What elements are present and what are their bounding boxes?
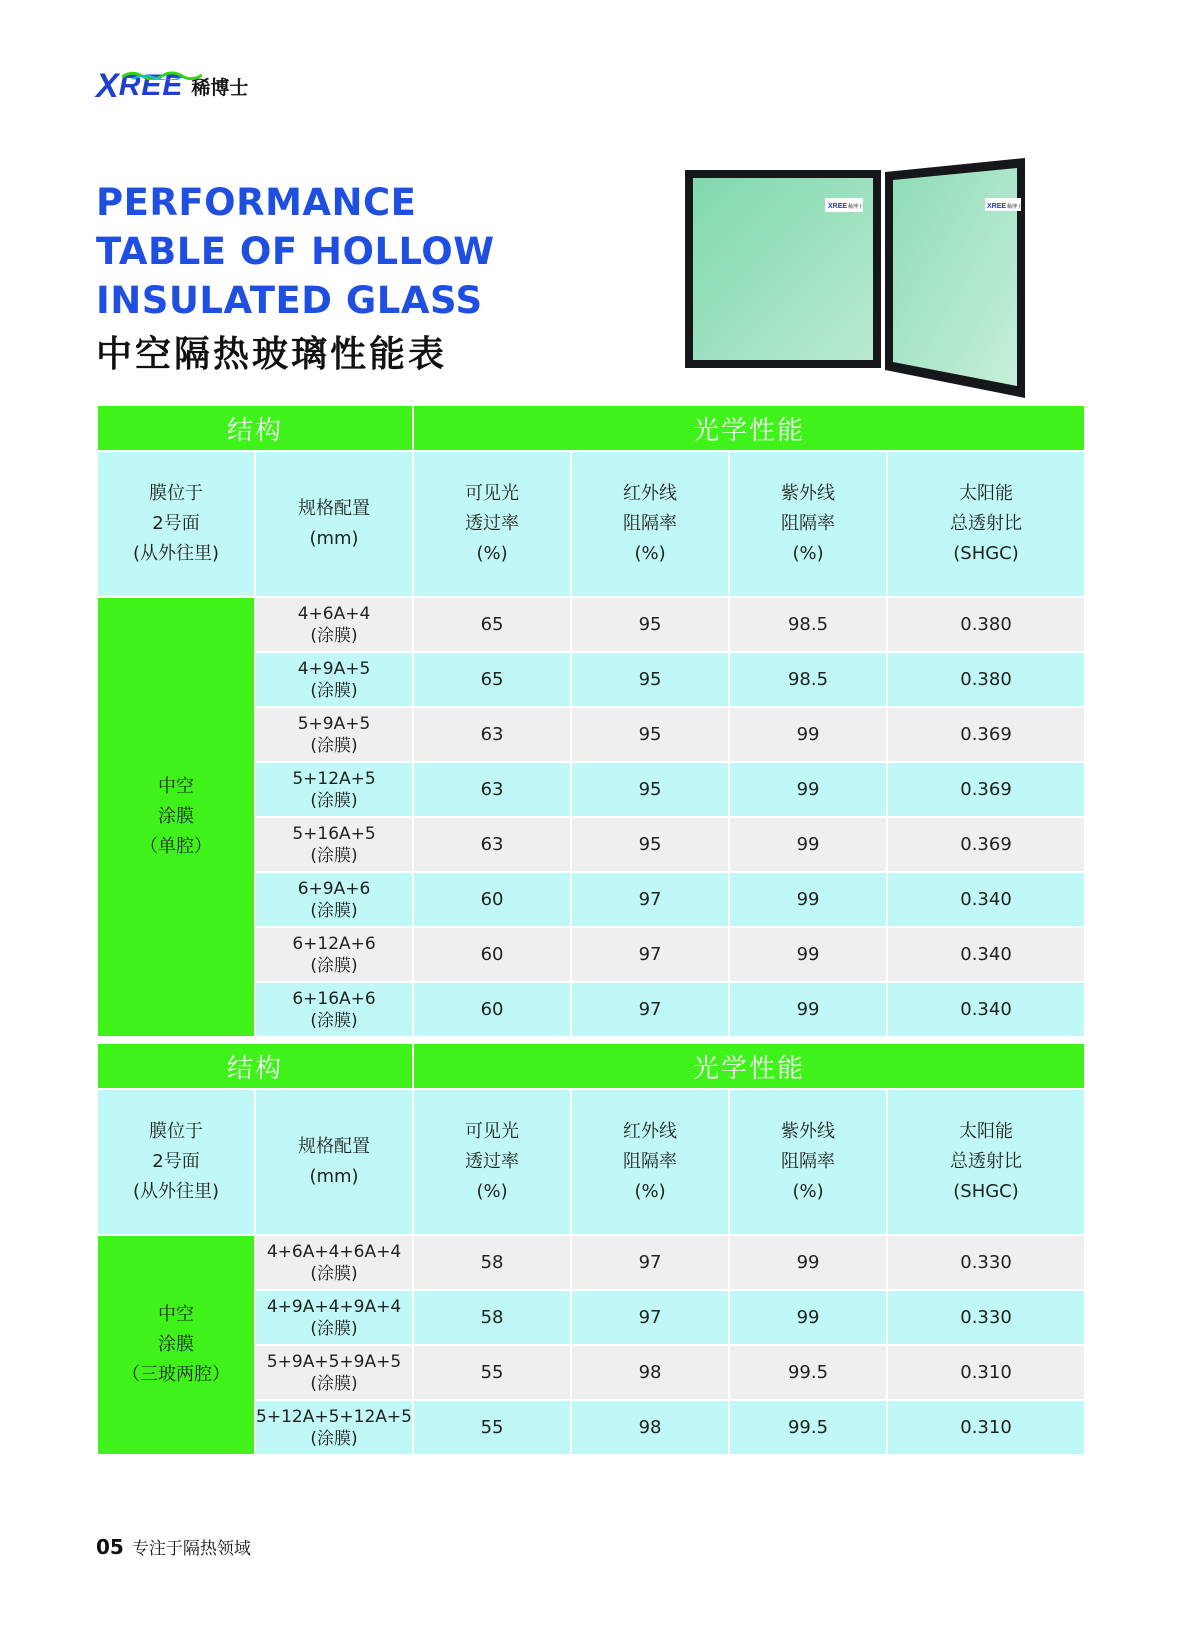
shgc-cell: 0.310 (887, 1345, 1085, 1400)
header-structure: 结构 (97, 405, 413, 451)
visible-transmittance-cell: 60 (413, 872, 571, 927)
ir-rejection-cell: 97 (571, 1235, 729, 1290)
col-header-shgc: 太阳能 总透射比 (SHGC) (887, 451, 1085, 597)
shgc-cell: 0.310 (887, 1400, 1085, 1455)
col-header-visible-transmittance: 可见光 透过率 (%) (413, 1089, 571, 1235)
page-number: 05 (96, 1535, 124, 1559)
uv-rejection-cell: 99.5 (729, 1345, 887, 1400)
ir-rejection-cell: 95 (571, 652, 729, 707)
shgc-cell: 0.380 (887, 597, 1085, 652)
visible-transmittance-cell: 65 (413, 597, 571, 652)
shgc-cell: 0.330 (887, 1235, 1085, 1290)
uv-rejection-cell: 99 (729, 1235, 887, 1290)
group-label: 中空 涂膜 （三玻两腔） (97, 1235, 255, 1455)
shgc-cell: 0.369 (887, 707, 1085, 762)
visible-transmittance-cell: 58 (413, 1235, 571, 1290)
visible-transmittance-cell: 63 (413, 707, 571, 762)
col-header-spec: 规格配置 (mm) (255, 1089, 413, 1235)
uv-rejection-cell: 99 (729, 1290, 887, 1345)
ir-rejection-cell: 95 (571, 707, 729, 762)
shgc-cell: 0.369 (887, 762, 1085, 817)
col-header-film-position: 膜位于 2号面 (从外往里) (97, 451, 255, 597)
visible-transmittance-cell: 60 (413, 927, 571, 982)
logo-brand-rest: REE (118, 69, 184, 102)
table-row (97, 597, 1085, 652)
visible-transmittance-cell: 63 (413, 817, 571, 872)
spec-cell: 5+12A+5 (涂膜) (255, 762, 413, 817)
uv-rejection-cell: 99 (729, 707, 887, 762)
ir-rejection-cell: 98 (571, 1400, 729, 1455)
header-optical-performance: 光学性能 (413, 1043, 1085, 1089)
spec-cell: 4+6A+4 (涂膜) (255, 597, 413, 652)
logo-name-cn: 稀博士 (191, 76, 249, 99)
performance-table-triple-glazing (96, 1042, 1086, 1456)
shgc-cell: 0.330 (887, 1290, 1085, 1345)
page-footer (96, 1534, 251, 1559)
ir-rejection-cell: 97 (571, 872, 729, 927)
visible-transmittance-cell: 58 (413, 1290, 571, 1345)
col-header-ir-rejection: 红外线 阻隔率 (%) (571, 451, 729, 597)
shgc-cell: 0.369 (887, 817, 1085, 872)
table-row (97, 1235, 1085, 1290)
uv-rejection-cell: 99 (729, 927, 887, 982)
spec-cell: 4+9A+4+9A+4 (涂膜) (255, 1290, 413, 1345)
visible-transmittance-cell: 60 (413, 982, 571, 1037)
uv-rejection-cell: 99 (729, 872, 887, 927)
performance-table-single-cavity (96, 404, 1086, 1038)
uv-rejection-cell: 99 (729, 817, 887, 872)
title-en-line: INSULATED GLASS (96, 279, 483, 322)
page-title-cn: 中空隔热玻璃性能表 (96, 334, 448, 375)
spec-cell: 4+6A+4+6A+4 (涂膜) (255, 1235, 413, 1290)
ir-rejection-cell: 97 (571, 982, 729, 1037)
footer-slogan: 专注于隔热领域 (131, 1539, 251, 1559)
spec-cell: 5+9A+5+9A+5 (涂膜) (255, 1345, 413, 1400)
photo-label-cn: 稀博士 (1007, 204, 1023, 210)
visible-transmittance-cell: 65 (413, 652, 571, 707)
col-header-visible-transmittance: 可见光 透过率 (%) (413, 451, 571, 597)
logo-wave-icon (122, 70, 202, 80)
uv-rejection-cell: 99 (729, 982, 887, 1037)
col-header-film-position: 膜位于 2号面 (从外往里) (97, 1089, 255, 1235)
visible-transmittance-cell: 55 (413, 1400, 571, 1455)
shgc-cell: 0.380 (887, 652, 1085, 707)
ir-rejection-cell: 95 (571, 762, 729, 817)
uv-rejection-cell: 98.5 (729, 652, 887, 707)
visible-transmittance-cell: 55 (413, 1345, 571, 1400)
group-label: 中空 涂膜 （单腔） (97, 597, 255, 1037)
spec-cell: 4+9A+5 (涂膜) (255, 652, 413, 707)
ir-rejection-cell: 97 (571, 927, 729, 982)
title-en-line: TABLE OF HOLLOW (96, 230, 495, 273)
col-header-ir-rejection: 红外线 阻隔率 (%) (571, 1089, 729, 1235)
title-en-line: PERFORMANCE (96, 181, 417, 224)
spec-cell: 6+12A+6 (涂膜) (255, 927, 413, 982)
page-title-en (96, 178, 556, 325)
shgc-cell: 0.340 (887, 927, 1085, 982)
photo-label-brand: XREE (828, 203, 848, 210)
ir-rejection-cell: 97 (571, 1290, 729, 1345)
uv-rejection-cell: 99.5 (729, 1400, 887, 1455)
ir-rejection-cell: 98 (571, 1345, 729, 1400)
header-optical-performance: 光学性能 (413, 405, 1085, 451)
col-header-spec: 规格配置 (mm) (255, 451, 413, 597)
spec-cell: 5+12A+5+12A+5 (涂膜) (255, 1400, 413, 1455)
uv-rejection-cell: 99 (729, 762, 887, 817)
spec-cell: 6+9A+6 (涂膜) (255, 872, 413, 927)
shgc-cell: 0.340 (887, 982, 1085, 1037)
uv-rejection-cell: 98.5 (729, 597, 887, 652)
brand-logo (96, 68, 248, 104)
spec-cell: 6+16A+6 (涂膜) (255, 982, 413, 1037)
col-header-uv-rejection: 紫外线 阻隔率 (%) (729, 451, 887, 597)
header-structure: 结构 (97, 1043, 413, 1089)
insulated-glass-photo (685, 158, 1085, 410)
spec-cell: 5+9A+5 (涂膜) (255, 707, 413, 762)
col-header-shgc: 太阳能 总透射比 (SHGC) (887, 1089, 1085, 1235)
col-header-uv-rejection: 紫外线 阻隔率 (%) (729, 1089, 887, 1235)
photo-label-cn: 稀博士 (848, 204, 864, 210)
photo-label-brand: XREE (987, 203, 1007, 210)
visible-transmittance-cell: 63 (413, 762, 571, 817)
logo-brand-x: X (96, 66, 118, 105)
ir-rejection-cell: 95 (571, 817, 729, 872)
shgc-cell: 0.340 (887, 872, 1085, 927)
ir-rejection-cell: 95 (571, 597, 729, 652)
spec-cell: 5+16A+5 (涂膜) (255, 817, 413, 872)
